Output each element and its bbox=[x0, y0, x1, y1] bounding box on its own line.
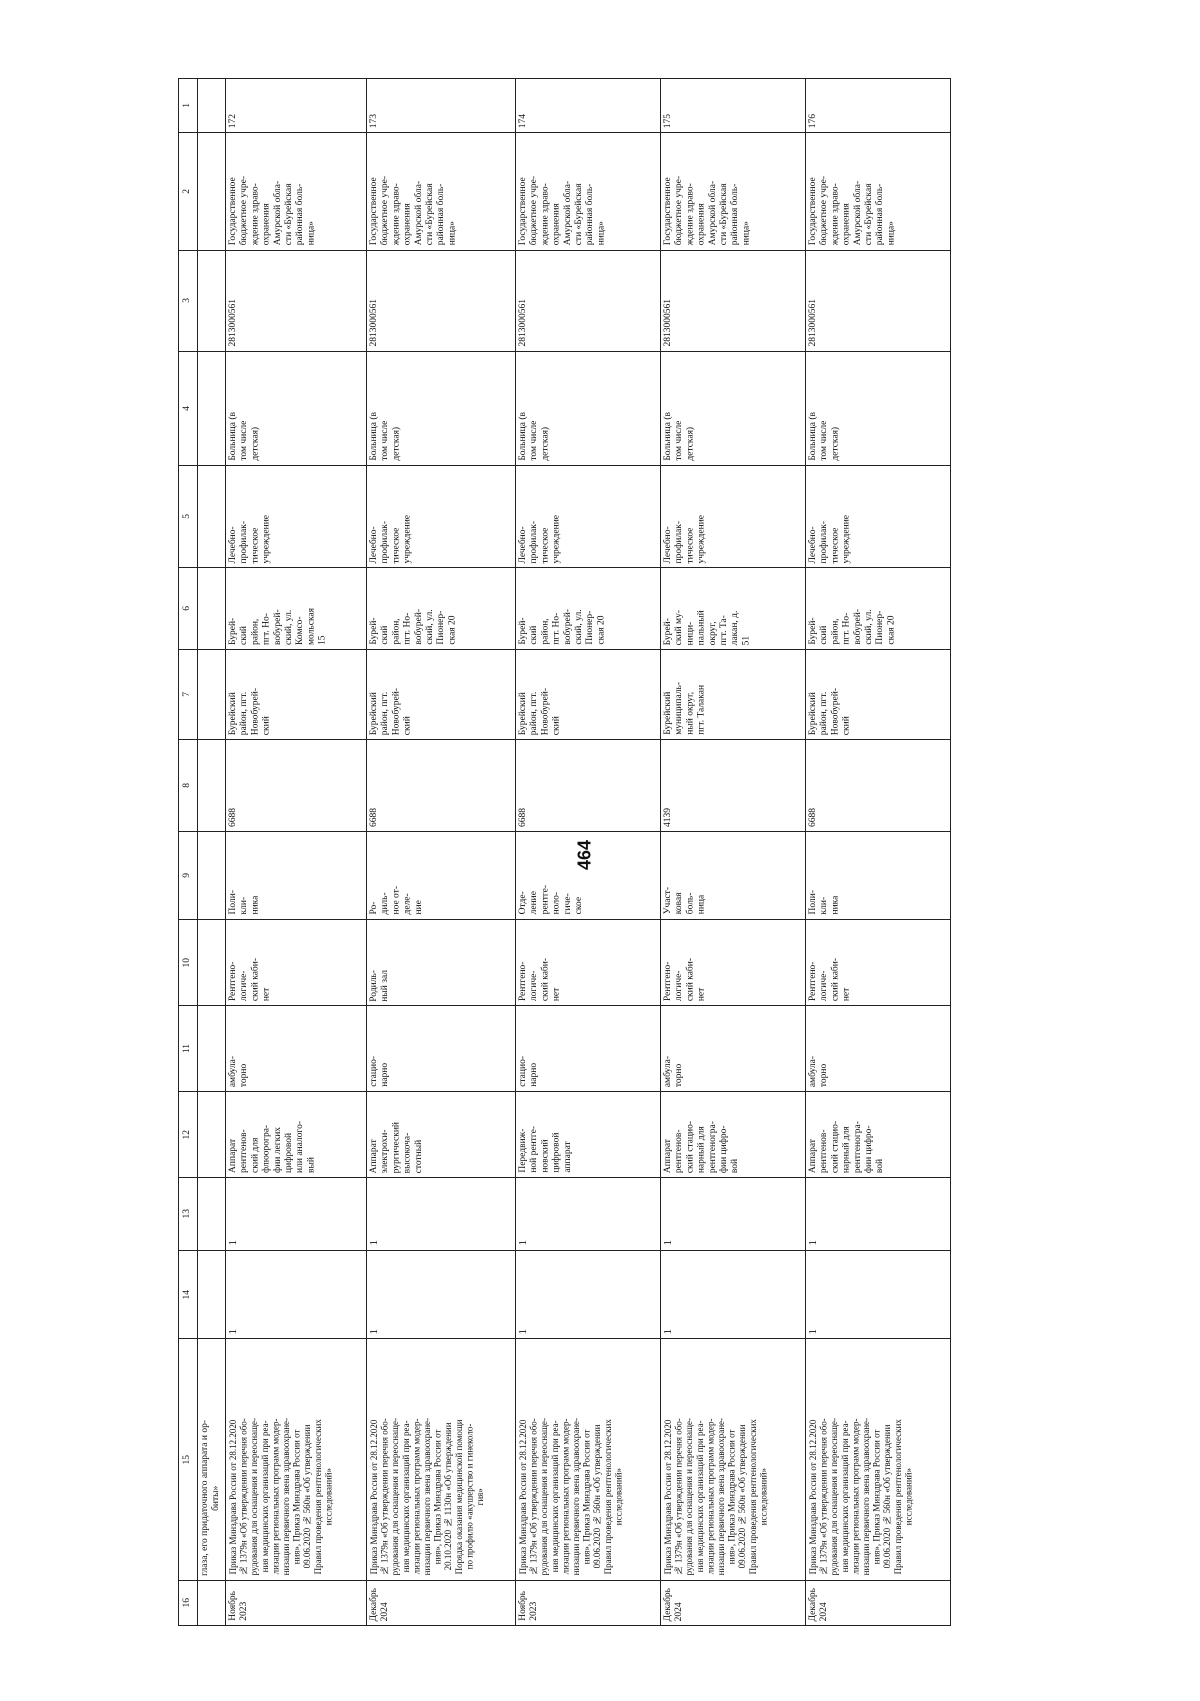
row-172-address bbox=[226, 568, 367, 650]
row-173-locality-text: Бурейский район, пгт. Новобурей- ский bbox=[369, 687, 413, 735]
row-174-care-form-text: стацио- нарно bbox=[518, 1056, 540, 1088]
row-175-inn bbox=[661, 250, 806, 351]
table-line-1 bbox=[179, 79, 1037, 133]
header-col-13 bbox=[179, 1178, 198, 1251]
row-175-room-text: Рентгено- логиче- ский каби- нет bbox=[663, 958, 707, 1002]
header-col-7-text: 7 bbox=[182, 692, 193, 697]
table-line-3 bbox=[179, 250, 1037, 351]
row-174-due-date-text: Ноябрь 2023 bbox=[518, 1591, 540, 1621]
row-176-address-text: Бурей- ский район, пгт. Но- вобурей- ский, ул. Пионер- ская 20 bbox=[808, 609, 897, 645]
row-172-legal-basis bbox=[226, 1339, 367, 1580]
continuation-col-7-text bbox=[198, 729, 225, 739]
header-col-8 bbox=[179, 739, 198, 831]
row-175-equipment-text: Аппарат рентгенов- ский стацио- нарный для рентгеногра- фии цифро- вой bbox=[663, 1120, 741, 1174]
row-175-legal-basis bbox=[661, 1339, 806, 1580]
row-174-address-text: Бурей- ский район, пгт. Но- вобурей- ский, ул. Пионер- ская 20 bbox=[518, 609, 607, 645]
row-175-address bbox=[661, 568, 806, 650]
row-173-count-13-text: 1 bbox=[368, 1240, 380, 1246]
row-175-facility-type-text: Больница (в том числе детская) bbox=[663, 412, 696, 462]
table-line-11 bbox=[179, 1006, 1037, 1092]
row-175-population-text: 4139 bbox=[663, 807, 673, 827]
row-175-inn-text: 2813000561 bbox=[663, 299, 673, 347]
continuation-col-10-text bbox=[198, 995, 225, 1005]
row-175-institution-kind bbox=[661, 466, 806, 568]
row-174-inn-text: 2813000561 bbox=[518, 299, 528, 347]
row-175-count-14 bbox=[661, 1250, 806, 1339]
table-line-10 bbox=[179, 919, 1037, 1006]
header-col-14-text: 14 bbox=[182, 1289, 193, 1300]
row-172-number-text: 172 bbox=[228, 113, 238, 129]
row-172-equipment bbox=[226, 1092, 367, 1178]
row-176-number bbox=[806, 79, 951, 133]
row-176-organization bbox=[806, 133, 951, 250]
row-174-legal-basis-text: Приказ Минздрава России от 28.12.2020 № 1379н «Об утверждении перечня обо- рудования для оснащения и переоснаще- ния медицинских организаций при реа- лизации региональных программ модер- низации первичного звена здравоохране- ния», Приказ Минздрава России от 09.06.2020 № 560н «Об утверждении Правил проведения рентгенологических исследований» bbox=[518, 1418, 624, 1576]
header-col-15 bbox=[179, 1339, 198, 1580]
table-line-6 bbox=[179, 568, 1037, 650]
row-172-count-13 bbox=[226, 1178, 367, 1251]
row-175-locality bbox=[661, 649, 806, 739]
row-175-count-13 bbox=[661, 1178, 806, 1251]
row-173-equipment bbox=[367, 1092, 516, 1178]
row-175-department bbox=[661, 831, 806, 919]
row-173-locality bbox=[367, 649, 516, 739]
continuation-col-13 bbox=[198, 1178, 226, 1251]
row-174-institution-kind bbox=[516, 466, 661, 568]
header-col-7 bbox=[179, 649, 198, 739]
row-176-due-date bbox=[806, 1580, 951, 1626]
row-174-organization bbox=[516, 133, 661, 250]
row-172-equipment-text: Аппарат рентгенов- ский для флюорогра- фии легких цифровой или аналого- вый bbox=[228, 1121, 317, 1174]
header-col-12-text: 12 bbox=[182, 1129, 193, 1140]
row-176-count-13-text: 1 bbox=[807, 1240, 819, 1246]
row-172-population bbox=[226, 739, 367, 831]
continuation-col-11 bbox=[198, 1006, 226, 1092]
continuation-col-1-text bbox=[198, 122, 225, 132]
row-176-legal-basis bbox=[806, 1339, 951, 1580]
row-175-count-13-text: 1 bbox=[662, 1240, 674, 1246]
row-174-care-form bbox=[516, 1006, 661, 1092]
continuation-col-13-text bbox=[198, 1240, 225, 1250]
header-col-15-text: 15 bbox=[182, 1454, 193, 1465]
row-175-due-date-text: Декабрь 2024 bbox=[663, 1587, 685, 1621]
row-172-organization-text: Государственное бюджетное учре- ждение здраво- охранения Амурской обла- сти «Бурейская районная боль- ница» bbox=[228, 176, 317, 246]
row-173-legal-basis-text: Приказ Минздрава России от 28.12.2020 № 1379н «Об утверждении перечня обо- рудования для оснащения и переоснаще- ния медицинских организаций при реа- лизации региональных программ модер- низации первичного звена здравоохране- ния», Приказ Минздрава России от 20.10.2020 № 1130н «Об утверждении Порядка оказания медицинской помощи по профилю «акушерство и гинеколо- гия» bbox=[369, 1418, 485, 1576]
row-174-address bbox=[516, 568, 661, 650]
row-175-organization bbox=[661, 133, 806, 250]
header-col-10-text: 10 bbox=[182, 957, 193, 968]
row-176-population-text: 6688 bbox=[808, 807, 818, 827]
row-172-count-14-text: 1 bbox=[227, 1328, 239, 1335]
row-175-care-form-text: амбула- торно bbox=[663, 1056, 685, 1088]
header-col-11-text: 11 bbox=[182, 1044, 193, 1054]
row-175-equipment bbox=[661, 1092, 806, 1178]
row-172-organization bbox=[226, 133, 367, 250]
row-172-count-13-text: 1 bbox=[227, 1240, 239, 1246]
row-176-room bbox=[806, 919, 951, 1006]
row-172-department-text: Поли- кли- ника bbox=[228, 890, 261, 915]
continuation-col-8 bbox=[198, 739, 226, 831]
row-176-population bbox=[806, 739, 951, 831]
table-line-12 bbox=[179, 1092, 1037, 1178]
header-col-5-text: 5 bbox=[182, 514, 193, 520]
continuation-col-16 bbox=[198, 1580, 226, 1626]
row-173-inn bbox=[367, 250, 516, 351]
continuation-col-1 bbox=[198, 79, 226, 133]
continuation-col-6-text bbox=[198, 639, 225, 649]
header-col-9 bbox=[179, 831, 198, 919]
header-col-8-text: 8 bbox=[182, 782, 193, 788]
row-173-population-text: 6688 bbox=[369, 807, 379, 827]
header-col-1-text: 1 bbox=[182, 103, 193, 108]
row-175-address-text: Бурей- ский му- ници- пальный округ, пгт. Та- лакан, д. 51 bbox=[663, 609, 752, 645]
row-172-legal-basis-text: Приказ Минздрава России от 28.12.2020 № 1379н «Об утверждении перечня обо- рудования для оснащения и переоснаще- ния медицинских организаций при реа- лизации региональных программ модер- низации первичного звена здравоохране- ния», Приказ Минздрава России от 09.06.2020 № 560н «Об утверждении Правил проведения рентгенологических исследований» bbox=[228, 1418, 334, 1576]
row-175-due-date bbox=[661, 1580, 806, 1626]
row-174-inn bbox=[516, 250, 661, 351]
row-172-due-date-text: Ноябрь 2023 bbox=[228, 1591, 250, 1621]
row-172-inn bbox=[226, 250, 367, 351]
row-176-locality-text: Бурейский район, пгт. Новобурей- ский bbox=[808, 687, 852, 735]
table-line-15 bbox=[179, 1339, 1037, 1580]
row-174-equipment bbox=[516, 1092, 661, 1178]
continuation-col-9-text bbox=[198, 909, 225, 919]
continuation-col-4-text bbox=[198, 455, 225, 465]
row-173-equipment-text: Аппарат электрохи- рургический высокоча- стотный bbox=[369, 1121, 424, 1174]
header-col-13-text: 13 bbox=[182, 1209, 193, 1219]
row-173-address bbox=[367, 568, 516, 650]
row-173-organization-text: Государственное бюджетное учре- ждение здраво- охранения Амурской обла- сти «Бурейская районная боль- ница» bbox=[369, 176, 458, 246]
continuation-col-3 bbox=[198, 250, 226, 351]
continuation-col-2-text bbox=[198, 240, 225, 250]
row-175-care-form bbox=[661, 1006, 806, 1092]
row-175-institution-kind-text: Лечебно- профилак- тическое учреждение bbox=[663, 514, 707, 564]
row-173-due-date-text: Декабрь 2024 bbox=[369, 1587, 391, 1621]
row-172-number bbox=[226, 79, 367, 133]
row-173-count-13 bbox=[367, 1178, 516, 1251]
row-172-institution-kind-text: Лечебно- профилак- тическое учреждение bbox=[228, 514, 272, 564]
row-173-facility-type bbox=[367, 351, 516, 465]
header-col-6 bbox=[179, 568, 198, 650]
header-col-5 bbox=[179, 466, 198, 568]
header-col-2 bbox=[179, 133, 198, 250]
row-174-institution-kind-text: Лечебно- профилак- тическое учреждение bbox=[518, 514, 562, 564]
row-176-locality bbox=[806, 649, 951, 739]
table-line-7 bbox=[179, 649, 1037, 739]
row-176-facility-type-text: Больница (в том числе детская) bbox=[808, 412, 841, 462]
row-175-count-14-text: 1 bbox=[662, 1328, 674, 1335]
row-173-organization bbox=[367, 133, 516, 250]
continuation-col-15-text: глаза, его придаточного аппарата и ор- биты» bbox=[200, 1419, 222, 1576]
row-174-room-text: Рентгено- логиче- ский каби- нет bbox=[518, 958, 562, 1002]
row-174-due-date bbox=[516, 1580, 661, 1626]
row-176-facility-type bbox=[806, 351, 951, 465]
row-172-due-date bbox=[226, 1580, 367, 1626]
continuation-col-11-text bbox=[198, 1081, 225, 1091]
table-body bbox=[179, 79, 1037, 1626]
header-col-2-text: 2 bbox=[182, 188, 193, 194]
row-172-address-text: Бурей- ский район, пгт. Но- вобурей- ский, ул. Комсо- мольская 15 bbox=[228, 608, 328, 645]
continuation-col-5 bbox=[198, 466, 226, 568]
header-col-4-text: 4 bbox=[182, 406, 193, 411]
row-172-room bbox=[226, 919, 367, 1006]
row-175-number bbox=[661, 79, 806, 133]
header-col-1 bbox=[179, 79, 198, 133]
row-174-number bbox=[516, 79, 661, 133]
row-175-organization-text: Государственное бюджетное учре- ждение здраво- охранения Амурской обла- сти «Бурейская районная боль- ница» bbox=[663, 176, 752, 246]
row-173-address-text: Бурей- ский район, пгт. Но- вобурей- ский, ул. Пионер- ская 20 bbox=[369, 609, 458, 645]
row-174-count-13 bbox=[516, 1178, 661, 1251]
header-col-14 bbox=[179, 1250, 198, 1339]
header-col-16-text: 16 bbox=[182, 1598, 193, 1608]
row-175-department-text: Участ- ковая боль- ница bbox=[663, 887, 707, 915]
row-173-institution-kind-text: Лечебно- профилак- тическое учреждение bbox=[369, 514, 413, 564]
row-172-population-text: 6688 bbox=[228, 807, 238, 827]
header-col-6-text: 6 bbox=[182, 606, 193, 611]
row-173-facility-type-text: Больница (в том числе детская) bbox=[369, 412, 402, 462]
row-175-population bbox=[661, 739, 806, 831]
row-173-count-14-text: 1 bbox=[368, 1328, 380, 1335]
row-173-inn-text: 2813000561 bbox=[369, 299, 379, 347]
continuation-col-8-text bbox=[198, 821, 225, 831]
row-173-room-text: Родиль- ный зал bbox=[369, 969, 391, 1002]
row-174-equipment-text: Передвиж- ной рентге- новский цифровой аппарат bbox=[518, 1126, 573, 1174]
row-176-legal-basis-text: Приказ Минздрава России от 28.12.2020 № 1379н «Об утверждении перечня обо- рудования для оснащения и переоснаще- ния медицинских организаций при реа- лизации региональных программ модер- низации первичного звена здравоохране- ния», Приказ Минздрава России от 09.06.2020 № 560н «Об утверждении Правил проведения рентгенологических исследований» bbox=[808, 1418, 914, 1576]
continuation-col-10 bbox=[198, 919, 226, 1006]
row-172-department bbox=[226, 831, 367, 919]
row-175-facility-type bbox=[661, 351, 806, 465]
header-col-9-text: 9 bbox=[182, 872, 193, 878]
row-172-locality bbox=[226, 649, 367, 739]
row-174-number-text: 174 bbox=[518, 113, 528, 129]
row-172-room-text: Рентгено- логиче- ский каби- нет bbox=[228, 958, 272, 1002]
row-176-department bbox=[806, 831, 951, 919]
table-line-9 bbox=[179, 831, 1037, 919]
row-176-institution-kind bbox=[806, 466, 951, 568]
row-176-inn-text: 2813000561 bbox=[808, 299, 818, 347]
table-line-13 bbox=[179, 1178, 1037, 1251]
row-172-care-form-text: амбула- торно bbox=[228, 1056, 250, 1088]
row-174-legal-basis bbox=[516, 1339, 661, 1580]
row-174-facility-type-text: Больница (в том числе детская) bbox=[518, 412, 551, 462]
row-176-count-14-text: 1 bbox=[807, 1328, 819, 1335]
row-173-care-form-text: стацио- нарно bbox=[369, 1056, 391, 1088]
row-176-address bbox=[806, 568, 951, 650]
row-175-legal-basis-text: Приказ Минздрава России от 28.12.2020 № 1379н «Об утверждении перечня обо- рудования для оснащения и переоснаще- ния медицинских организаций при реа- лизации региональных программ модер- низации первичного звена здравоохране- ния», Приказ Минздрава России от 09.06.2020 № 560н «Об утверждении Правил проведения рентгенологических исследований» bbox=[663, 1418, 769, 1576]
row-174-population bbox=[516, 739, 661, 831]
header-col-3 bbox=[179, 250, 198, 351]
row-174-locality-text: Бурейский район, пгт. Новобурей- ский bbox=[518, 687, 562, 735]
table-line-16 bbox=[179, 1580, 1037, 1626]
row-176-count-14 bbox=[806, 1250, 951, 1339]
row-173-room bbox=[367, 919, 516, 1006]
table-line-8 bbox=[179, 739, 1037, 831]
row-174-locality bbox=[516, 649, 661, 739]
row-176-room-text: Рентгено- логиче- ский каби- нет bbox=[808, 958, 852, 1002]
row-176-count-13 bbox=[806, 1178, 951, 1251]
row-176-institution-kind-text: Лечебно- профилак- тическое учреждение bbox=[808, 514, 852, 564]
row-173-legal-basis bbox=[367, 1339, 516, 1580]
continuation-col-14-text bbox=[198, 1328, 225, 1338]
row-176-equipment bbox=[806, 1092, 951, 1178]
row-172-inn-text: 2813000561 bbox=[228, 299, 238, 347]
continuation-col-12 bbox=[198, 1092, 226, 1178]
continuation-col-12-text bbox=[198, 1167, 225, 1177]
row-174-organization-text: Государственное бюджетное учре- ждение здраво- охранения Амурской обла- сти «Бурейская районная боль- ница» bbox=[518, 176, 607, 246]
table-line-2 bbox=[179, 133, 1037, 250]
row-174-department bbox=[516, 831, 661, 919]
row-173-institution-kind bbox=[367, 466, 516, 568]
row-176-equipment-text: Аппарат рентгенов- ский стацио- нарный для рентгеногра- фии цифро- вой bbox=[808, 1120, 886, 1174]
continuation-col-3-text bbox=[198, 341, 225, 351]
continuation-col-15 bbox=[198, 1339, 226, 1580]
row-174-population-text: 6688 bbox=[518, 807, 528, 827]
header-col-16 bbox=[179, 1580, 198, 1626]
row-172-institution-kind bbox=[226, 466, 367, 568]
continuation-col-6 bbox=[198, 568, 226, 650]
row-172-locality-text: Бурейский район, пгт. Новобурей- ский bbox=[228, 687, 272, 735]
continuation-col-4 bbox=[198, 351, 226, 465]
table-line-14 bbox=[179, 1250, 1037, 1339]
row-173-department bbox=[367, 831, 516, 919]
row-172-count-14 bbox=[226, 1250, 367, 1339]
row-176-inn bbox=[806, 250, 951, 351]
row-173-department-text: Ро- диль- ное от- деле- ние bbox=[369, 886, 424, 915]
row-174-count-13-text: 1 bbox=[517, 1240, 529, 1246]
row-172-care-form bbox=[226, 1006, 367, 1092]
equipment-table bbox=[178, 78, 1037, 1626]
row-175-locality-text: Бурейский муниципаль- ный округ, пгт. Талакан bbox=[663, 682, 707, 735]
header-col-11 bbox=[179, 1006, 198, 1092]
row-174-count-14-text: 1 bbox=[517, 1328, 529, 1335]
row-173-population bbox=[367, 739, 516, 831]
row-176-care-form bbox=[806, 1006, 951, 1092]
continuation-col-5-text bbox=[198, 557, 225, 567]
row-176-organization-text: Государственное бюджетное учре- ждение здраво- охранения Амурской обла- сти «Бурейская районная боль- ница» bbox=[808, 176, 897, 246]
row-173-count-14 bbox=[367, 1250, 516, 1339]
row-172-facility-type-text: Больница (в том числе детская) bbox=[228, 412, 261, 462]
page-number-text: 464 bbox=[574, 839, 595, 871]
row-176-due-date-text: Декабрь 2024 bbox=[808, 1587, 830, 1621]
row-175-number-text: 175 bbox=[663, 113, 673, 129]
header-col-3-text: 3 bbox=[182, 298, 193, 304]
table-line-4 bbox=[179, 351, 1037, 465]
row-173-number bbox=[367, 79, 516, 133]
continuation-col-16-text bbox=[198, 1615, 225, 1625]
header-col-10 bbox=[179, 919, 198, 1006]
row-174-count-14 bbox=[516, 1250, 661, 1339]
header-col-12 bbox=[179, 1092, 198, 1178]
continuation-col-9 bbox=[198, 831, 226, 919]
row-174-department-text: Отде- ление рентге- ноло- гиче- ское bbox=[518, 885, 585, 915]
row-174-room bbox=[516, 919, 661, 1006]
row-176-department-text: Поли- кли- ника bbox=[808, 890, 841, 915]
continuation-col-2 bbox=[198, 133, 226, 250]
continuation-col-7 bbox=[198, 649, 226, 739]
row-174-facility-type bbox=[516, 351, 661, 465]
row-172-facility-type bbox=[226, 351, 367, 465]
table-line-5 bbox=[179, 466, 1037, 568]
header-col-4 bbox=[179, 351, 198, 465]
row-173-due-date bbox=[367, 1580, 516, 1626]
row-173-care-form bbox=[367, 1006, 516, 1092]
row-173-number-text: 173 bbox=[369, 113, 379, 129]
continuation-col-14 bbox=[198, 1250, 226, 1339]
row-176-number-text: 176 bbox=[808, 113, 818, 129]
row-175-room bbox=[661, 919, 806, 1006]
row-176-care-form-text: амбула- торно bbox=[808, 1056, 830, 1088]
